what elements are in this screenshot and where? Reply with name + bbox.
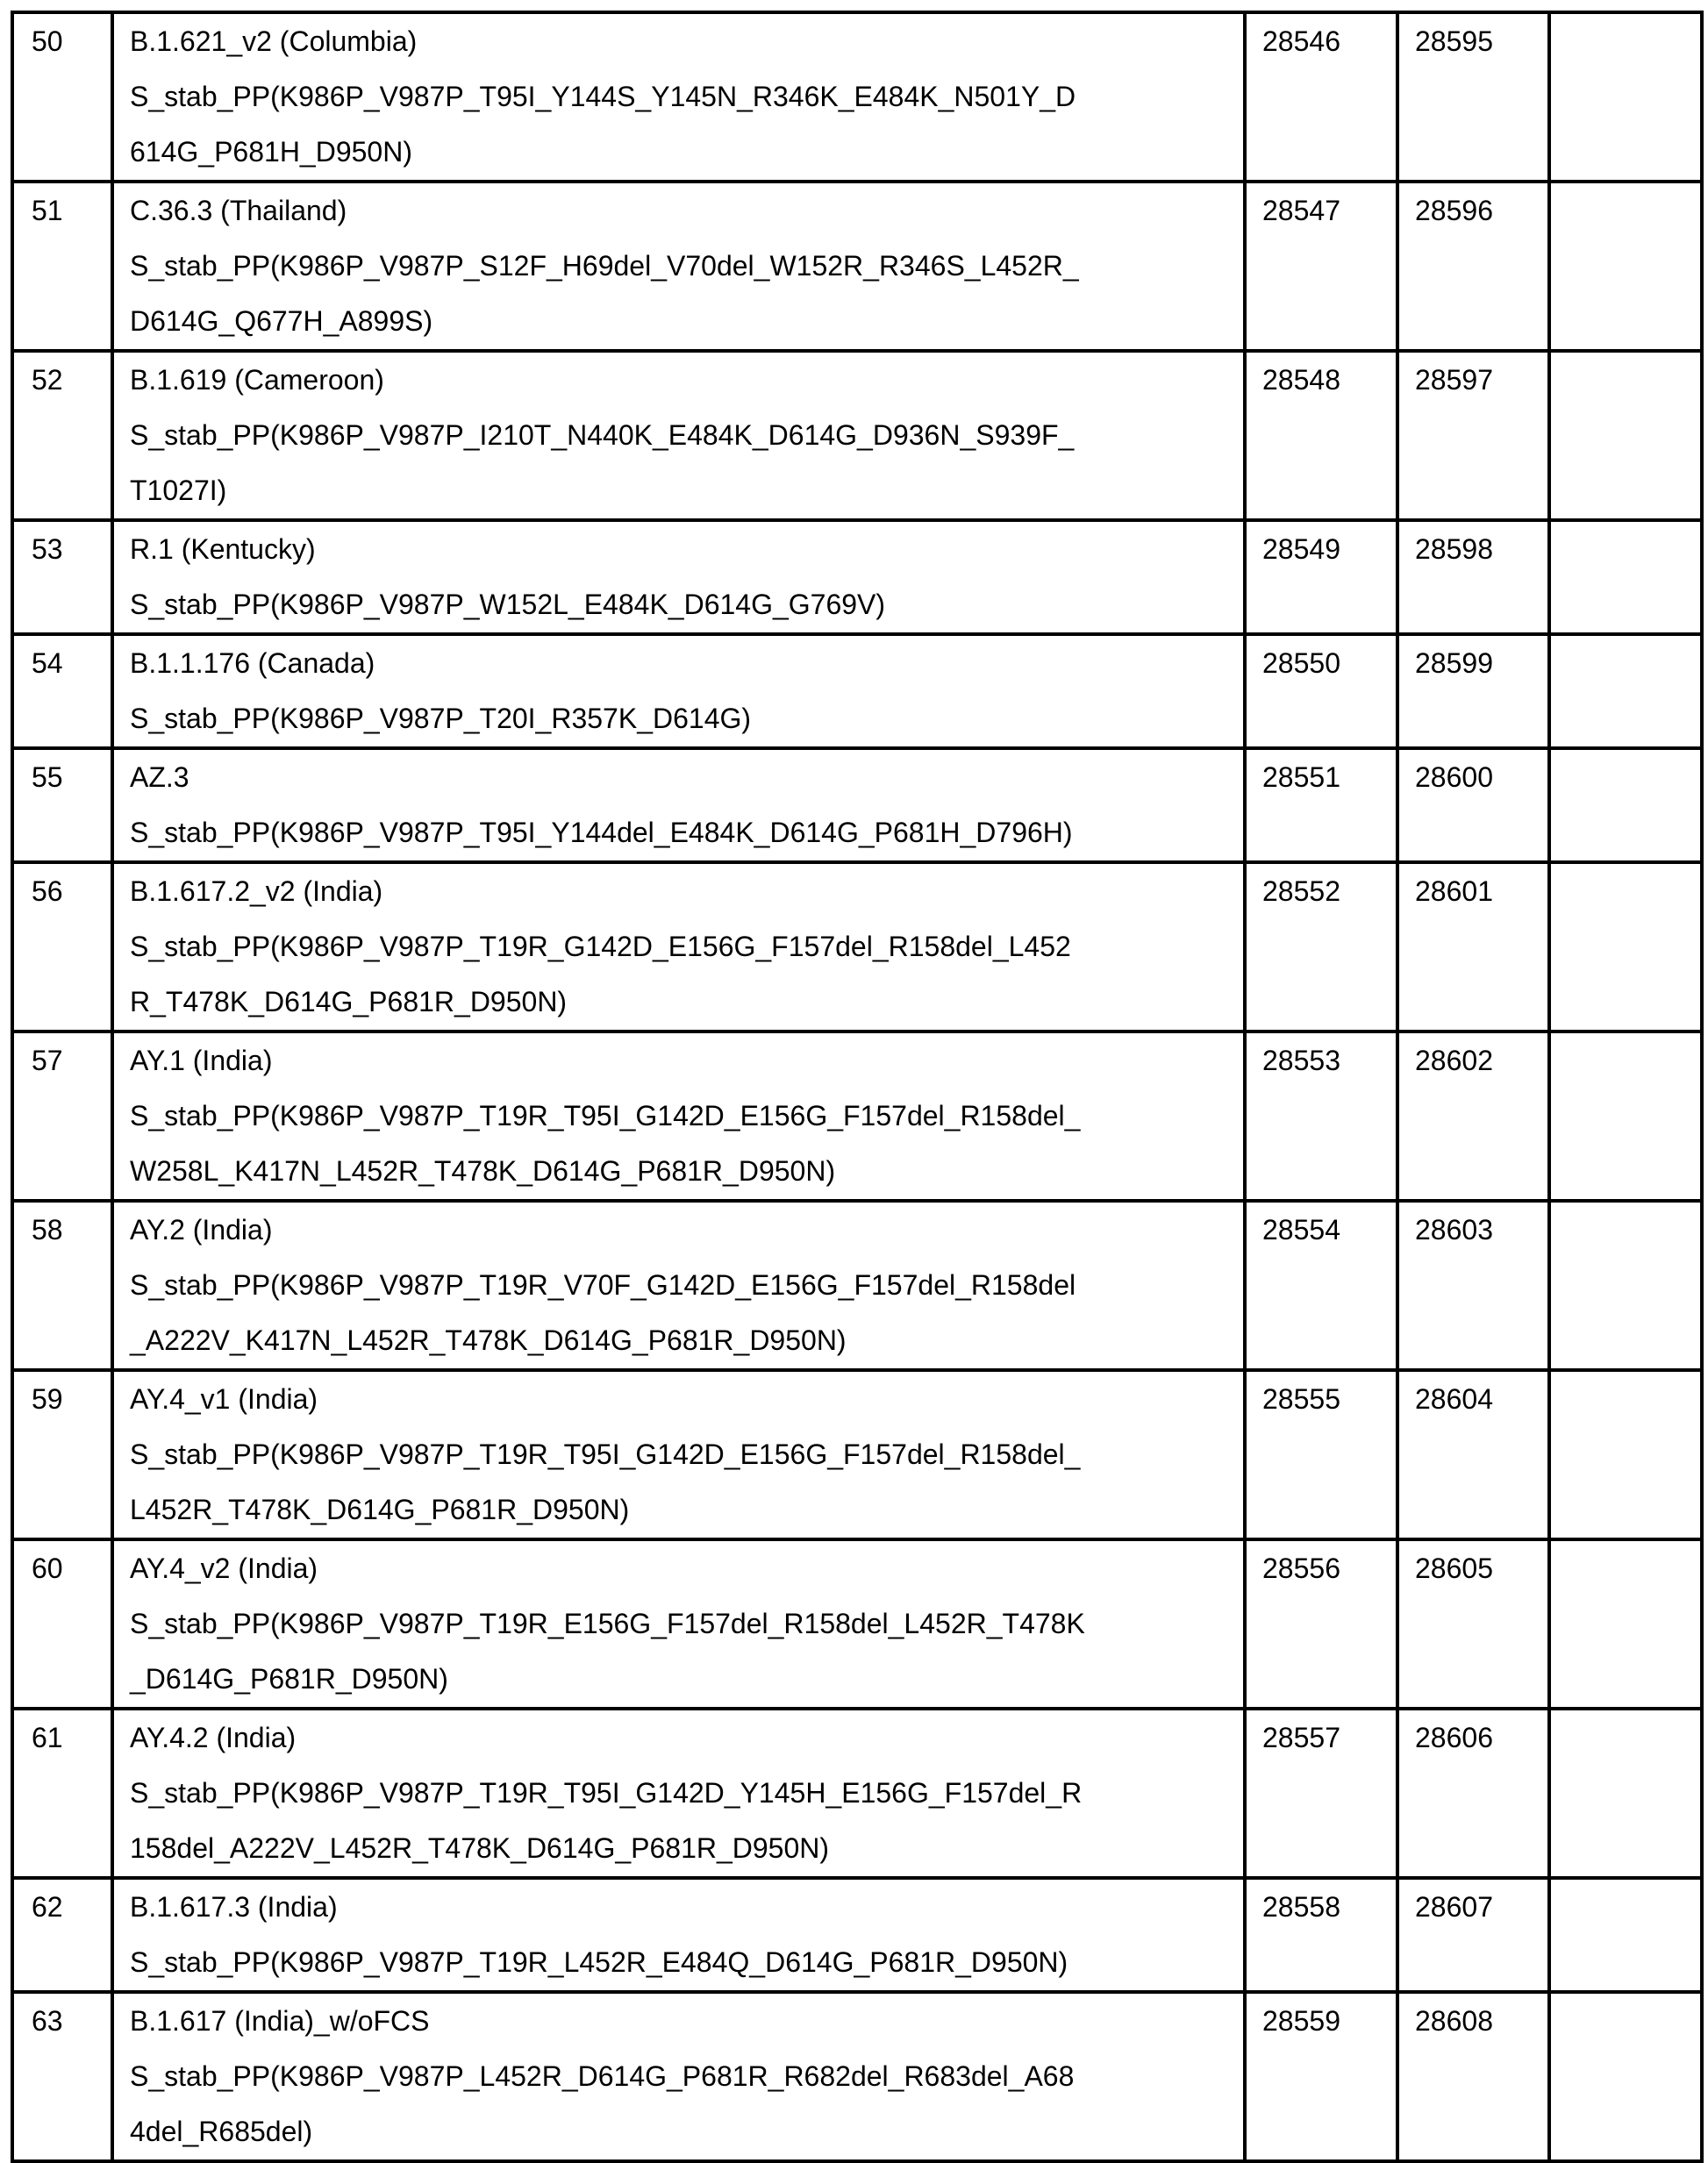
variant-name: AY.1 (India): [130, 1045, 273, 1076]
id-a: 28557: [1262, 1722, 1340, 1753]
id-b: 28598: [1415, 533, 1493, 565]
empty-cell: [1549, 1709, 1702, 1878]
variant-description-cell: [112, 748, 1245, 862]
id-b-cell: [1397, 1709, 1549, 1878]
variant-name: B.1.617.3 (India): [130, 1891, 338, 1923]
row-index: 61: [32, 1722, 63, 1753]
row-index: 51: [32, 195, 63, 226]
id-a: 28549: [1262, 533, 1340, 565]
row-index-cell: [12, 748, 112, 862]
id-b-cell: [1397, 1992, 1549, 2161]
variant-description-cell: [112, 182, 1245, 351]
id-a-cell: [1245, 1992, 1397, 2161]
id-b-cell: [1397, 1370, 1549, 1539]
id-b: 28599: [1415, 647, 1493, 679]
variant-description-cell: [112, 1370, 1245, 1539]
id-b-cell: [1397, 634, 1549, 748]
row-index-cell: [12, 862, 112, 1032]
row-index-cell: [12, 1032, 112, 1201]
id-b: 28600: [1415, 761, 1493, 793]
row-index: 56: [32, 875, 63, 907]
id-b-cell: [1397, 1032, 1549, 1201]
id-a-cell: [1245, 12, 1397, 182]
id-b-cell: [1397, 520, 1549, 634]
id-a: 28558: [1262, 1891, 1340, 1923]
id-a-cell: [1245, 862, 1397, 1032]
id-a: 28555: [1262, 1383, 1340, 1415]
row-index-cell: [12, 1709, 112, 1878]
id-b-cell: [1397, 182, 1549, 351]
empty-cell: [1549, 12, 1702, 182]
row-index: 55: [32, 761, 63, 793]
row-index: 59: [32, 1383, 63, 1415]
variant-name: AY.4_v2 (India): [130, 1553, 318, 1584]
row-index-cell: [12, 634, 112, 748]
row-index: 52: [32, 364, 63, 396]
variant-description-cell: [112, 1539, 1245, 1709]
table-row: [12, 1032, 1702, 1201]
construct-line-1: S_stab_PP(K986P_V987P_T95I_Y144S_Y145N_R346K_E484K_N501Y_D: [130, 81, 1076, 112]
id-a-cell: [1245, 1709, 1397, 1878]
table-row: [12, 1992, 1702, 2161]
id-a-cell: [1245, 351, 1397, 520]
table-row: [12, 1878, 1702, 1992]
construct-line-2: 158del_A222V_L452R_T478K_D614G_P681R_D950N): [130, 1832, 830, 1864]
row-index: 50: [32, 25, 63, 57]
variant-name: C.36.3 (Thailand): [130, 195, 347, 226]
id-a: 28550: [1262, 647, 1340, 679]
id-b: 28604: [1415, 1383, 1493, 1415]
id-a: 28548: [1262, 364, 1340, 396]
variant-description-cell: [112, 351, 1245, 520]
row-index-cell: [12, 1878, 112, 1992]
id-a-cell: [1245, 182, 1397, 351]
variant-name: B.1.621_v2 (Columbia): [130, 25, 418, 57]
row-index: 54: [32, 647, 63, 679]
variant-description-cell: [112, 862, 1245, 1032]
variant-name: B.1.617.2_v2 (India): [130, 875, 383, 907]
row-index: 63: [32, 2005, 63, 2037]
id-a-cell: [1245, 520, 1397, 634]
variant-description-cell: [112, 1992, 1245, 2161]
construct-line-1: S_stab_PP(K986P_V987P_L452R_D614G_P681R_R682del_R683del_A68: [130, 2060, 1075, 2092]
empty-cell: [1549, 351, 1702, 520]
row-index-cell: [12, 351, 112, 520]
id-b: 28605: [1415, 1553, 1493, 1584]
id-a: 28554: [1262, 1214, 1340, 1246]
table-row: [12, 520, 1702, 634]
row-index: 53: [32, 533, 63, 565]
id-b: 28602: [1415, 1045, 1493, 1076]
table-row: [12, 1709, 1702, 1878]
construct-line-2: _D614G_P681R_D950N): [130, 1663, 448, 1695]
row-index-cell: [12, 1992, 112, 2161]
construct-line-1: S_stab_PP(K986P_V987P_T19R_V70F_G142D_E156G_F157del_R158del: [130, 1269, 1076, 1301]
variant-description-cell: [112, 1032, 1245, 1201]
row-index: 62: [32, 1891, 63, 1923]
empty-cell: [1549, 1201, 1702, 1370]
variant-name: B.1.1.176 (Canada): [130, 647, 375, 679]
variant-name: AY.2 (India): [130, 1214, 273, 1246]
construct-line-2: 4del_R685del): [130, 2116, 313, 2147]
table-row: [12, 634, 1702, 748]
construct-line-2: 614G_P681H_D950N): [130, 136, 412, 168]
id-a: 28559: [1262, 2005, 1340, 2037]
id-b-cell: [1397, 1878, 1549, 1992]
variant-description-cell: [112, 12, 1245, 182]
variant-name: AY.4.2 (India): [130, 1722, 297, 1753]
empty-cell: [1549, 1878, 1702, 1992]
row-index-cell: [12, 520, 112, 634]
id-b: 28597: [1415, 364, 1493, 396]
id-b: 28601: [1415, 875, 1493, 907]
variant-description-cell: [112, 520, 1245, 634]
row-index-cell: [12, 1539, 112, 1709]
variant-description-cell: [112, 634, 1245, 748]
empty-cell: [1549, 1539, 1702, 1709]
variant-name: B.1.619 (Cameroon): [130, 364, 384, 396]
table-row: [12, 12, 1702, 182]
variant-description-cell: [112, 1709, 1245, 1878]
construct-line-1: S_stab_PP(K986P_V987P_T19R_L452R_E484Q_D614G_P681R_D950N): [130, 1946, 1068, 1978]
row-index: 57: [32, 1045, 63, 1076]
variant-name: B.1.617 (India)_w/oFCS: [130, 2005, 430, 2037]
empty-cell: [1549, 1370, 1702, 1539]
row-index: 60: [32, 1553, 63, 1584]
variant-name: AY.4_v1 (India): [130, 1383, 318, 1415]
id-a: 28553: [1262, 1045, 1340, 1076]
variant-description-cell: [112, 1201, 1245, 1370]
construct-line-1: S_stab_PP(K986P_V987P_T19R_T95I_G142D_E156G_F157del_R158del_: [130, 1100, 1081, 1131]
construct-line-1: S_stab_PP(K986P_V987P_S12F_H69del_V70del_W152R_R346S_L452R_: [130, 250, 1079, 282]
construct-line-1: S_stab_PP(K986P_V987P_T19R_E156G_F157del_R158del_L452R_T478K: [130, 1608, 1085, 1639]
construct-line-1: S_stab_PP(K986P_V987P_T19R_G142D_E156G_F157del_R158del_L452: [130, 931, 1071, 962]
empty-cell: [1549, 1032, 1702, 1201]
id-a-cell: [1245, 1032, 1397, 1201]
table-row: [12, 1201, 1702, 1370]
construct-line-1: S_stab_PP(K986P_V987P_T19R_T95I_G142D_E156G_F157del_R158del_: [130, 1438, 1081, 1470]
id-a: 28551: [1262, 761, 1340, 793]
construct-line-2: W258L_K417N_L452R_T478K_D614G_P681R_D950N): [130, 1155, 836, 1187]
empty-cell: [1549, 748, 1702, 862]
id-a-cell: [1245, 1370, 1397, 1539]
id-a: 28552: [1262, 875, 1340, 907]
id-b-cell: [1397, 351, 1549, 520]
id-b-cell: [1397, 862, 1549, 1032]
row-index-cell: [12, 12, 112, 182]
id-b-cell: [1397, 1201, 1549, 1370]
table-row: [12, 748, 1702, 862]
construct-line-2: _A222V_K417N_L452R_T478K_D614G_P681R_D950N): [130, 1324, 847, 1356]
id-b-cell: [1397, 748, 1549, 862]
id-a: 28556: [1262, 1553, 1340, 1584]
row-index: 58: [32, 1214, 63, 1246]
construct-line-1: S_stab_PP(K986P_V987P_T19R_T95I_G142D_Y145H_E156G_F157del_R: [130, 1777, 1083, 1809]
table-row: [12, 1539, 1702, 1709]
variant-table-body: [12, 12, 1702, 2161]
id-b: 28595: [1415, 25, 1493, 57]
empty-cell: [1549, 1992, 1702, 2161]
table-row: [12, 862, 1702, 1032]
construct-line-2: D614G_Q677H_A899S): [130, 305, 433, 337]
variant-name: R.1 (Kentucky): [130, 533, 316, 565]
construct-line-1: S_stab_PP(K986P_V987P_T20I_R357K_D614G): [130, 703, 752, 734]
id-b: 28603: [1415, 1214, 1493, 1246]
variant-name: AZ.3: [130, 761, 189, 793]
id-b: 28596: [1415, 195, 1493, 226]
empty-cell: [1549, 634, 1702, 748]
id-a: 28546: [1262, 25, 1340, 57]
id-a-cell: [1245, 634, 1397, 748]
row-index-cell: [12, 1201, 112, 1370]
construct-line-1: S_stab_PP(K986P_V987P_I210T_N440K_E484K_D614G_D936N_S939F_: [130, 419, 1075, 451]
id-a-cell: [1245, 748, 1397, 862]
construct-line-2: T1027I): [130, 475, 227, 506]
table-row: [12, 351, 1702, 520]
id-b: 28608: [1415, 2005, 1493, 2037]
empty-cell: [1549, 182, 1702, 351]
id-b: 28606: [1415, 1722, 1493, 1753]
row-index-cell: [12, 1370, 112, 1539]
empty-cell: [1549, 862, 1702, 1032]
id-a-cell: [1245, 1539, 1397, 1709]
id-a-cell: [1245, 1878, 1397, 1992]
empty-cell: [1549, 520, 1702, 634]
row-index-cell: [12, 182, 112, 351]
variant-description-cell: [112, 1878, 1245, 1992]
id-b-cell: [1397, 12, 1549, 182]
construct-line-1: S_stab_PP(K986P_V987P_T95I_Y144del_E484K_D614G_P681H_D796H): [130, 817, 1073, 848]
construct-line-2: R_T478K_D614G_P681R_D950N): [130, 986, 568, 1017]
id-a: 28547: [1262, 195, 1340, 226]
id-a-cell: [1245, 1201, 1397, 1370]
construct-line-2: L452R_T478K_D614G_P681R_D950N): [130, 1494, 630, 1525]
table-row: [12, 182, 1702, 351]
id-b: 28607: [1415, 1891, 1493, 1923]
variant-table: [11, 11, 1704, 2163]
table-row: [12, 1370, 1702, 1539]
construct-line-1: S_stab_PP(K986P_V987P_W152L_E484K_D614G_G769V): [130, 589, 886, 620]
id-b-cell: [1397, 1539, 1549, 1709]
